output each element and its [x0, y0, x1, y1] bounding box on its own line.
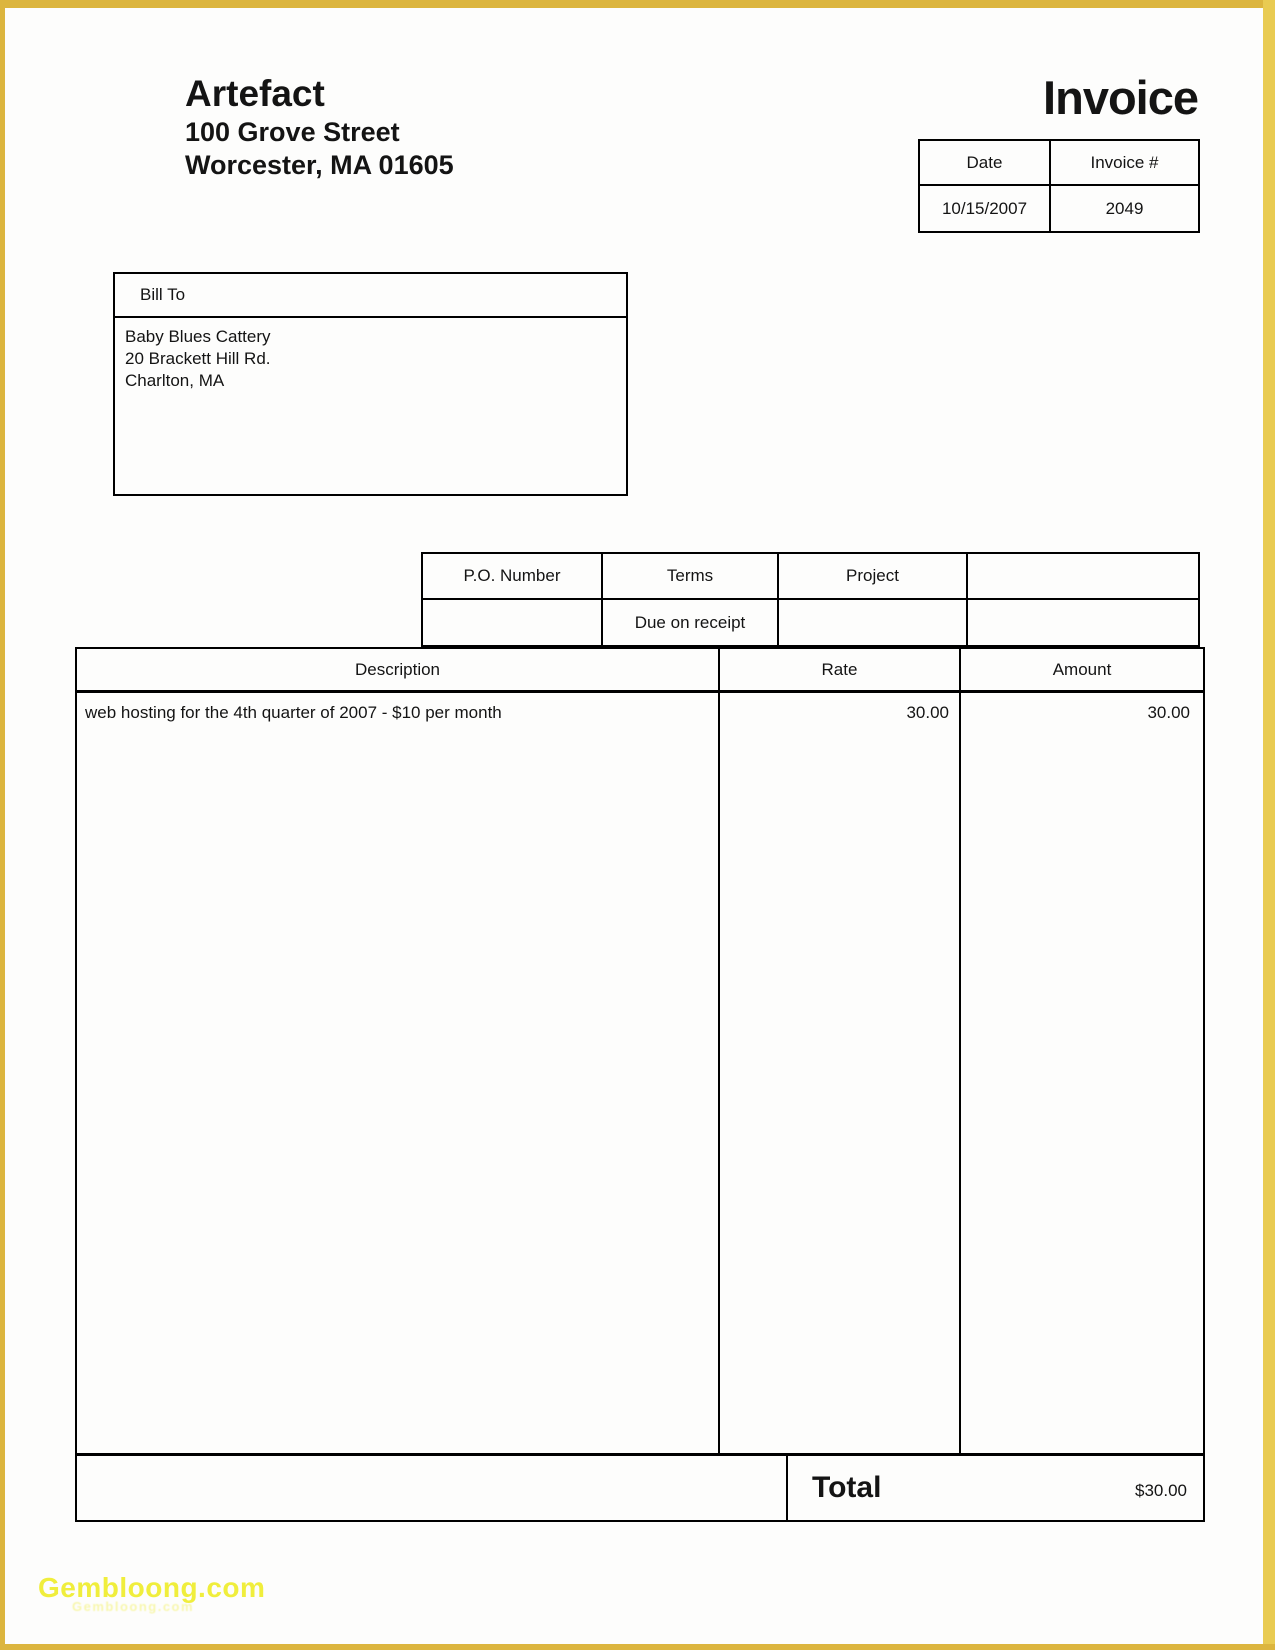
- line-item-rate: 30.00: [718, 693, 959, 1453]
- rate-header-cell: Rate: [718, 649, 959, 690]
- total-row: [77, 1453, 1203, 1520]
- total-value: $30.00: [1135, 1481, 1187, 1501]
- bill-to-line: 20 Brackett Hill Rd.: [125, 349, 271, 368]
- project-header-cell: Project: [777, 554, 966, 600]
- bill-to-box: [113, 272, 628, 496]
- extra-header-cell: [966, 554, 1198, 600]
- page-border-right: [1263, 0, 1275, 1650]
- line-items-table: [75, 647, 1205, 1522]
- company-address-line1: 100 Grove Street: [185, 117, 400, 147]
- watermark-text: Gembloong.com: [38, 1572, 266, 1603]
- project-value-cell: [777, 600, 966, 645]
- page-border-top: [0, 0, 1275, 8]
- watermark-echo: Gembloong.com: [72, 1599, 195, 1614]
- po-number-value-cell: [423, 600, 601, 645]
- bill-to-label: Bill To: [115, 274, 626, 318]
- extra-value-cell: [966, 600, 1198, 645]
- line-item-amount: 30.00: [959, 693, 1203, 1453]
- page-border-left: [0, 0, 5, 1650]
- date-header-cell: Date: [920, 141, 1049, 186]
- total-box: [786, 1456, 1203, 1520]
- company-address-line2: Worcester, MA 01605: [185, 150, 454, 180]
- total-row-spacer: [77, 1456, 786, 1520]
- amount-header-cell: Amount: [959, 649, 1203, 690]
- invoice-meta-table: [918, 139, 1200, 233]
- invoice-number-header-cell: Invoice #: [1049, 141, 1198, 186]
- company-name: Artefact: [185, 73, 325, 114]
- po-number-header-cell: P.O. Number: [423, 554, 601, 600]
- po-terms-project-table: [421, 552, 1200, 647]
- invoice-title: Invoice: [1043, 71, 1198, 124]
- invoice-number-value-cell: 2049: [1049, 186, 1198, 231]
- total-label: Total: [812, 1471, 882, 1504]
- company-block: [185, 72, 454, 182]
- description-header-cell: Description: [354, 659, 441, 679]
- line-items-header-row: [77, 649, 1203, 693]
- page-border-bottom: [0, 1644, 1275, 1650]
- terms-header-cell: Terms: [601, 554, 777, 600]
- line-item-description: web hosting for the 4th quarter of 2007 - $10 per month: [85, 703, 502, 722]
- bill-to-address: [115, 318, 626, 400]
- terms-value-cell: Due on receipt: [601, 600, 777, 645]
- bill-to-line: Charlton, MA: [125, 371, 225, 390]
- line-item-row: [77, 693, 1203, 1453]
- bill-to-line: Baby Blues Cattery: [125, 327, 271, 346]
- date-value-cell: 10/15/2007: [941, 198, 1028, 218]
